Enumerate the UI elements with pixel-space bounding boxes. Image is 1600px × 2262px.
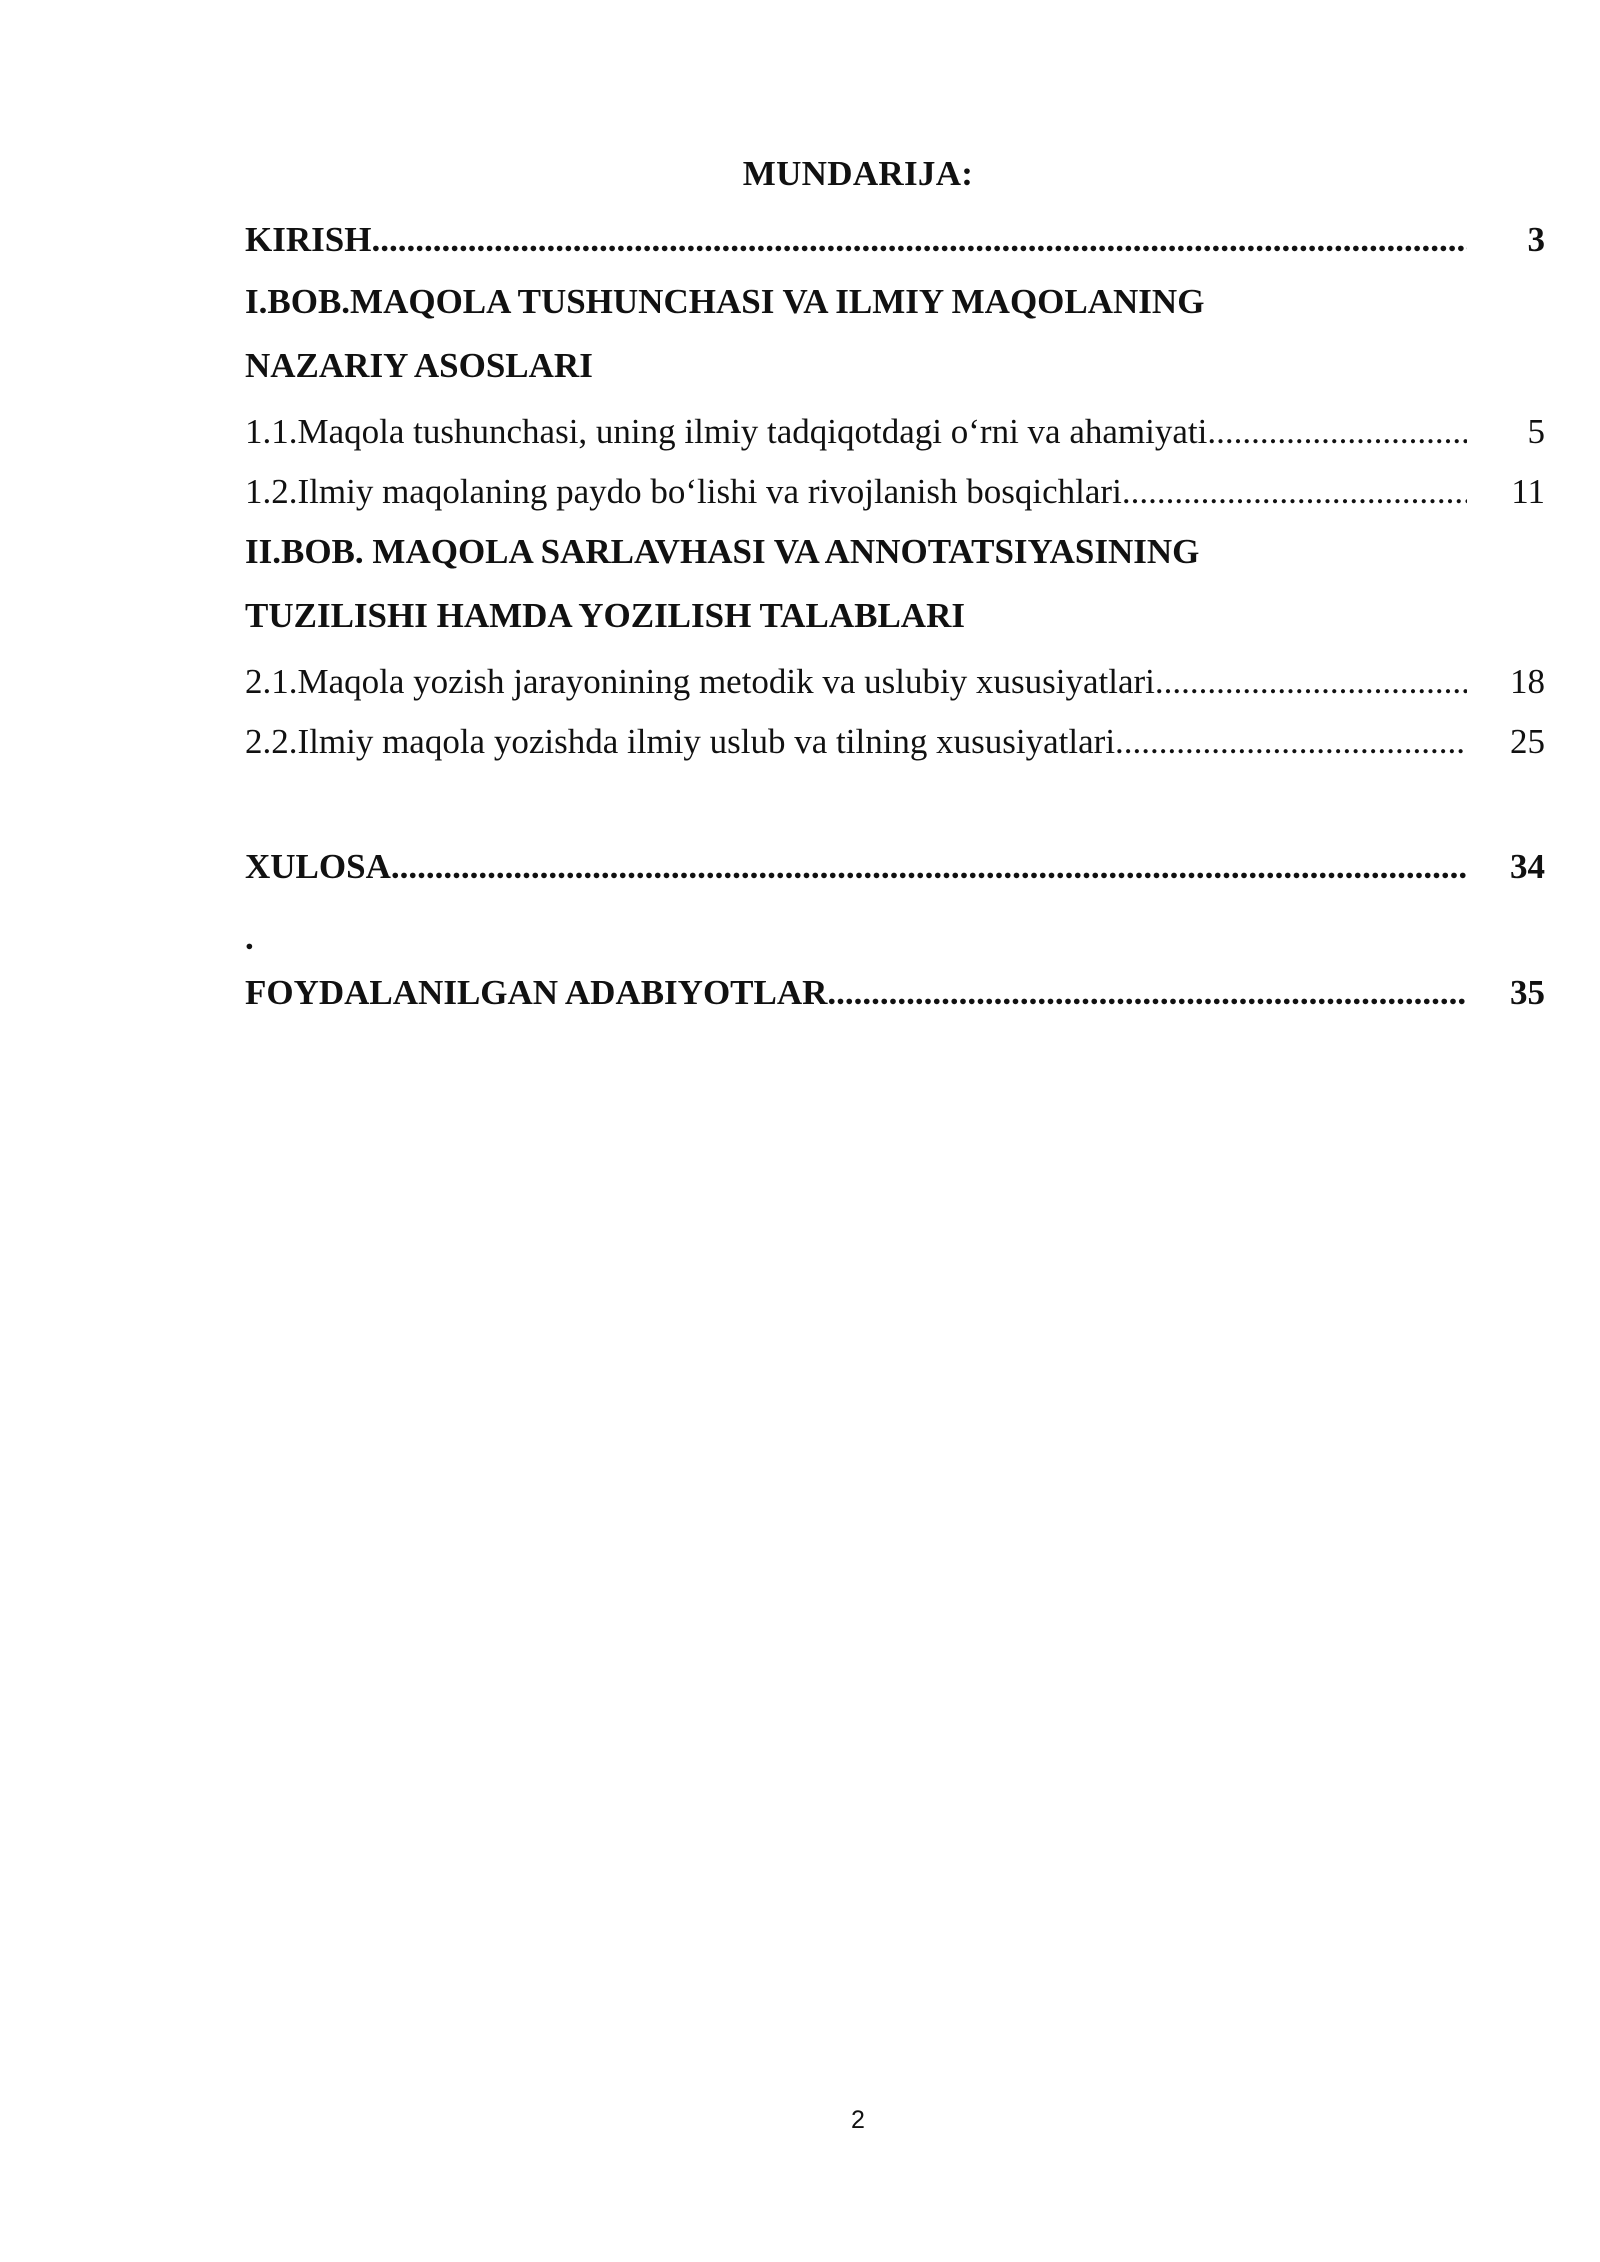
toc-entry-section-1-1[interactable]	[245, 410, 1545, 454]
toc-page-number: 35	[1510, 973, 1545, 1012]
toc-page-number: 3	[1527, 220, 1545, 259]
toc-entry-kirish[interactable]	[245, 218, 1545, 262]
stray-dot: .	[245, 918, 254, 957]
toc-entry-section-2-2[interactable]	[245, 720, 1545, 764]
toc-entry-xulosa[interactable]	[245, 845, 1545, 889]
toc-entry-label: XULOSA .....	[245, 845, 1467, 889]
toc-entry-label: 2.1.Maqola yozish jarayonining metodik va uslubiy xususiyatlari .....	[245, 660, 1467, 704]
toc-entry-label: 1.2.Ilmiy maqolaning paydo bo‘lishi va rivojlanish bosqichlari .....	[245, 470, 1467, 514]
toc-page-number: 5	[1527, 412, 1545, 451]
page-title: MUNDARIJA:	[742, 154, 974, 193]
page-number: 2	[851, 2106, 865, 2134]
toc-page-number: 34	[1510, 847, 1545, 886]
toc-entry-label: 2.2.Ilmiy maqola yozishda ilmiy uslub va tilning xususiyatlari .....	[245, 720, 1467, 764]
toc-entry-section-1-2[interactable]	[245, 470, 1545, 514]
chapter-1-heading-line-2[interactable]: NAZARIY ASOSLARI	[245, 346, 593, 385]
toc-entry-adabiyotlar[interactable]	[245, 971, 1545, 1015]
chapter-2-heading-line-2[interactable]: TUZILISHI HAMDA YOZILISH TALABLARI	[245, 596, 965, 635]
chapter-1-heading-line-1[interactable]: I.BOB.MAQOLA TUSHUNCHASI VA ILMIY MAQOLANING	[245, 282, 1205, 321]
toc-page-number: 18	[1510, 662, 1545, 701]
toc-entry-label: KIRISH .....	[245, 218, 1467, 262]
toc-page-number: 25	[1510, 722, 1545, 761]
toc-entry-label: FOYDALANILGAN ADABIYOTLAR .....	[245, 971, 1467, 1015]
toc-page-number: 11	[1511, 472, 1545, 511]
chapter-2-heading-line-1[interactable]: II.BOB. MAQOLA SARLAVHASI VA ANNOTATSIYASINING	[245, 532, 1200, 571]
toc-entry-label: 1.1.Maqola tushunchasi, uning ilmiy tadqiqotdagi o‘rni va ahamiyati .....	[245, 410, 1467, 454]
toc-entry-section-2-1[interactable]	[245, 660, 1545, 704]
